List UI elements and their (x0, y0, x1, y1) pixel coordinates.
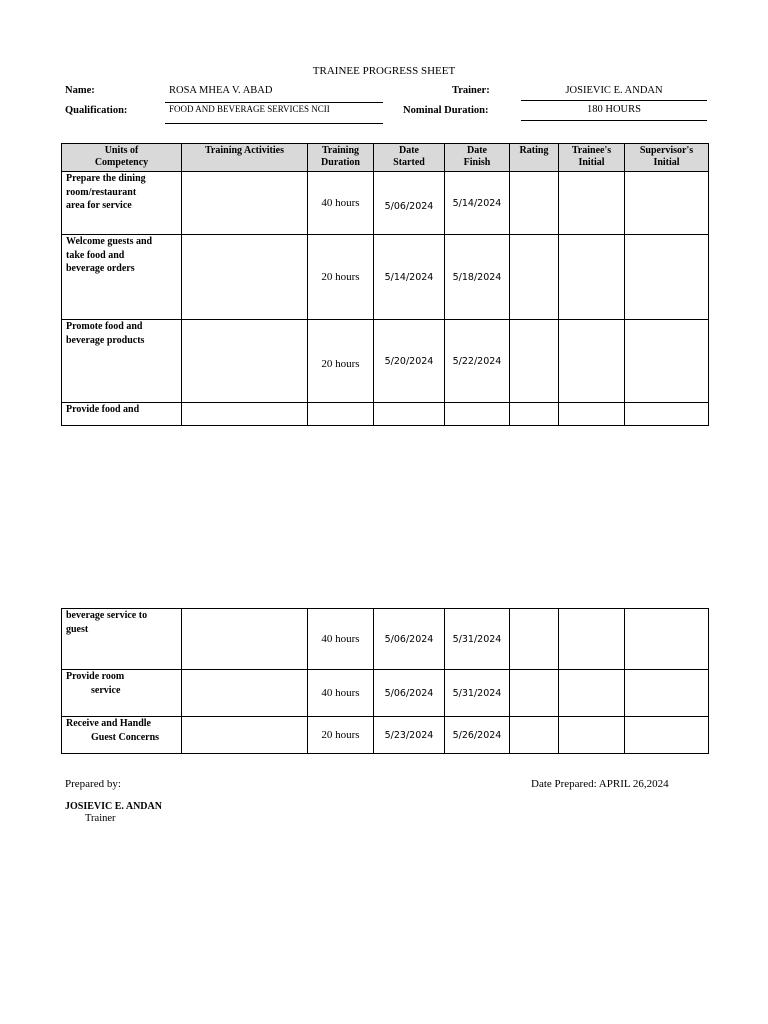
col-rating: Rating (510, 144, 559, 172)
name-label: Name: (65, 85, 95, 96)
unit-cell: Prepare the dining room/restaurant area for service (62, 172, 182, 235)
unit-cell: Welcome guests and take food and beverage orders (62, 235, 182, 320)
supervisor-initial-cell (625, 320, 709, 403)
activities-cell (182, 670, 308, 717)
table-row (62, 320, 709, 403)
activities-cell (182, 609, 308, 670)
date-started-cell (374, 403, 445, 426)
supervisor-initial-cell (625, 235, 709, 320)
rating-cell (510, 172, 559, 235)
date-finish-cell: 5/22/2024 (445, 320, 510, 403)
trainee-initial-cell (559, 172, 625, 235)
qualification-label: Qualification: (65, 105, 128, 116)
unit-cell: Receive and Handle Guest Concerns (62, 717, 182, 754)
activities-cell (182, 717, 308, 754)
rating-cell (510, 403, 559, 426)
date-started-cell: 5/06/2024 (374, 609, 445, 670)
duration-cell: 20 hours (308, 235, 374, 320)
date-finish-cell: 5/14/2024 (445, 172, 510, 235)
supervisor-initial-cell (625, 403, 709, 426)
progress-table-page2 (61, 608, 709, 754)
date-prepared: Date Prepared: APRIL 26,2024 (531, 778, 669, 790)
signatory-name: JOSIEVIC E. ANDAN (65, 801, 162, 812)
unit-cell: Provide room service (62, 670, 182, 717)
activities-cell (182, 172, 308, 235)
trainee-initial-cell (559, 670, 625, 717)
nominal-duration-label: Nominal Duration: (403, 105, 489, 116)
table-row (62, 670, 709, 717)
duration-cell: 40 hours (308, 172, 374, 235)
date-started-cell: 5/23/2024 (374, 717, 445, 754)
date-finish-cell: 5/31/2024 (445, 609, 510, 670)
col-date-started: Date Started (374, 144, 445, 172)
table-row (62, 403, 709, 426)
duration-cell: 40 hours (308, 670, 374, 717)
duration-cell (308, 403, 374, 426)
rating-cell (510, 609, 559, 670)
date-started-cell: 5/20/2024 (374, 320, 445, 403)
signatory-role: Trainer (85, 813, 116, 824)
duration-cell: 20 hours (308, 717, 374, 754)
date-finish-cell (445, 403, 510, 426)
unit-cell: beverage service to guest (62, 609, 182, 670)
trainee-initial-cell (559, 320, 625, 403)
trainee-initial-cell (559, 609, 625, 670)
unit-cell: Provide food and (62, 403, 182, 426)
table-header-row (62, 144, 709, 172)
rating-cell (510, 670, 559, 717)
rating-cell (510, 320, 559, 403)
name-value: ROSA MHEA V. ABAD (169, 85, 273, 96)
col-trainee-initial: Trainee's Initial (559, 144, 625, 172)
col-units-of-competency: Units of Competency (62, 144, 182, 172)
table-row (62, 235, 709, 320)
trainee-initial-cell (559, 717, 625, 754)
col-date-finish: Date Finish (445, 144, 510, 172)
date-started-cell: 5/06/2024 (374, 172, 445, 235)
rating-cell (510, 717, 559, 754)
progress-table-page1 (61, 143, 709, 426)
table-row (62, 172, 709, 235)
supervisor-initial-cell (625, 670, 709, 717)
activities-cell (182, 235, 308, 320)
table-row (62, 609, 709, 670)
qualification-value: FOOD AND BEVERAGE SERVICES NCII (169, 104, 330, 114)
col-training-activities: Training Activities (182, 144, 308, 172)
date-finish-cell: 5/26/2024 (445, 717, 510, 754)
unit-cell: Promote food and beverage products (62, 320, 182, 403)
trainee-initial-cell (559, 235, 625, 320)
supervisor-initial-cell (625, 172, 709, 235)
col-training-duration: Training Duration (308, 144, 374, 172)
date-started-cell: 5/14/2024 (374, 235, 445, 320)
qualification-field (165, 103, 383, 124)
trainer-label: Trainer: (452, 85, 490, 96)
duration-cell: 20 hours (308, 320, 374, 403)
date-started-cell: 5/06/2024 (374, 670, 445, 717)
activities-cell (182, 320, 308, 403)
prepared-by-label: Prepared by: (65, 778, 121, 790)
rating-cell (510, 235, 559, 320)
col-supervisor-initial: Supervisor's Initial (625, 144, 709, 172)
date-finish-cell: 5/31/2024 (445, 670, 510, 717)
page-title: TRAINEE PROGRESS SHEET (312, 65, 456, 77)
table-row (62, 717, 709, 754)
nominal-duration-value: 180 HOURS (521, 104, 707, 121)
trainer-value: JOSIEVIC E. ANDAN (521, 85, 707, 101)
activities-cell (182, 403, 308, 426)
supervisor-initial-cell (625, 717, 709, 754)
duration-cell: 40 hours (308, 609, 374, 670)
supervisor-initial-cell (625, 609, 709, 670)
date-finish-cell: 5/18/2024 (445, 235, 510, 320)
trainee-initial-cell (559, 403, 625, 426)
